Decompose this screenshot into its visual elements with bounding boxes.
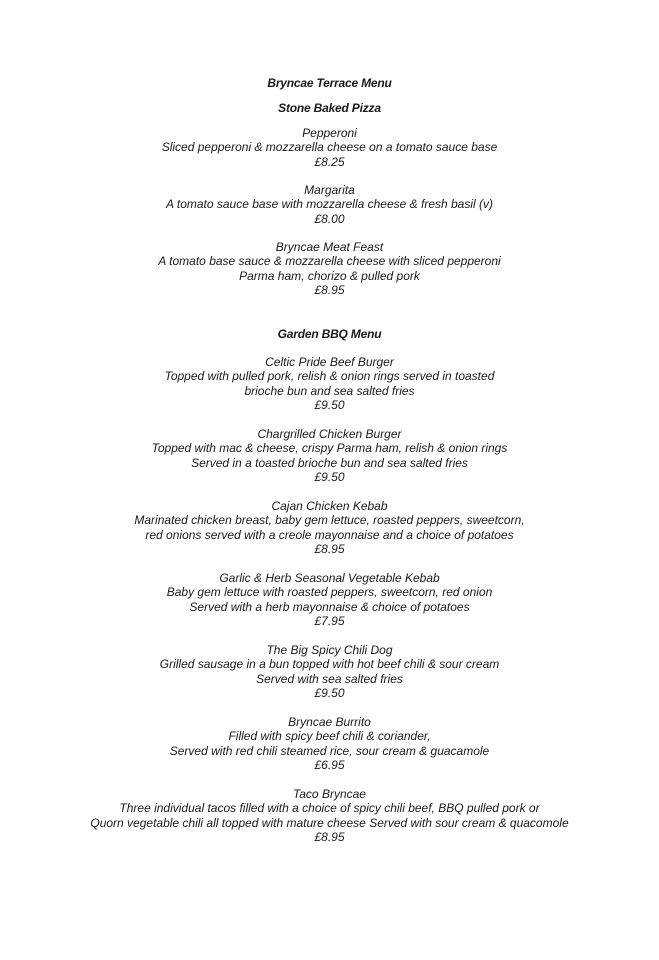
menu-item-cajan-kebab <box>0 499 659 557</box>
item-name: Margarita <box>304 183 355 197</box>
item-description: brioche bun and sea salted fries <box>244 383 415 398</box>
item-price: £6.95 <box>314 758 345 773</box>
item-description: Parma ham, chorizo & pulled pork <box>239 268 420 283</box>
item-description: A tomato sauce base with mozzarella cheese & fresh basil (v) <box>165 197 494 212</box>
item-description: Grilled sausage in a bun topped with hot beef chili & sour cream <box>159 657 500 672</box>
item-description: Topped with pulled pork, relish & onion rings served in toasted <box>164 369 495 384</box>
item-description: Served with red chili steamed rice, sour cream & guacamole <box>169 743 490 758</box>
menu-item-vegetable-kebab <box>0 571 659 629</box>
item-description: Quorn vegetable chili all topped with mature cheese Served with sour cream & quacomole <box>90 815 569 830</box>
item-description: Marinated chicken breast, baby gem lettuce, roasted peppers, sweetcorn, <box>134 513 525 528</box>
item-name: Celtic Pride Beef Burger <box>265 355 394 369</box>
item-price: £8.95 <box>314 283 345 298</box>
item-name: Taco Bryncae <box>293 787 366 801</box>
item-description: Served with a herb mayonnaise & choice of potatoes <box>189 599 470 614</box>
item-name: Chargrilled Chicken Burger <box>257 427 402 441</box>
menu-item-burrito <box>0 715 659 773</box>
menu-item-celtic-burger <box>0 355 659 413</box>
item-price: £9.50 <box>314 470 345 485</box>
item-description: Three individual tacos filled with a choice of spicy chili beef, BBQ pulled pork or <box>119 801 540 816</box>
item-description: Served in a toasted brioche bun and sea salted fries <box>191 455 468 470</box>
item-description: Topped with mac & cheese, crispy Parma ham, relish & onion rings <box>151 441 508 456</box>
menu-title: Bryncae Terrace Menu <box>267 76 392 90</box>
item-name: Cajan Chicken Kebab <box>271 499 388 513</box>
item-name: Garlic & Herb Seasonal Vegetable Kebab <box>219 571 440 585</box>
item-description: Baby gem lettuce with roasted peppers, sweetcorn, red onion <box>166 585 493 600</box>
section-title-pizza: Stone Baked Pizza <box>278 101 381 115</box>
item-description: Sliced pepperoni & mozzarella cheese on a tomato sauce base <box>161 140 498 155</box>
item-price: £8.95 <box>314 542 345 557</box>
item-price: £9.50 <box>314 398 345 413</box>
menu-item-taco <box>0 787 659 845</box>
section-title-bbq: Garden BBQ Menu <box>277 327 382 341</box>
item-name: Bryncae Burrito <box>288 715 371 729</box>
item-price: £8.00 <box>314 211 345 226</box>
item-description: A tomato base sauce & mozzarella cheese with sliced pepperoni <box>158 254 501 269</box>
item-name: The Big Spicy Chili Dog <box>266 643 393 657</box>
menu-item-pepperoni <box>0 126 659 169</box>
item-description: Filled with spicy beef chili & coriander, <box>228 729 431 744</box>
menu-item-meat-feast <box>0 240 659 298</box>
item-price: £7.95 <box>314 614 345 629</box>
menu-item-chili-dog <box>0 643 659 701</box>
item-price: £9.50 <box>314 686 345 701</box>
menu-item-chicken-burger <box>0 427 659 485</box>
item-price: £8.95 <box>314 830 345 845</box>
item-description: Served with sea salted fries <box>256 671 403 686</box>
item-price: £8.25 <box>314 154 345 169</box>
item-description: red onions served with a creole mayonnaise and a choice of potatoes <box>145 527 514 542</box>
menu-item-margarita <box>0 183 659 226</box>
item-name: Pepperoni <box>302 126 357 140</box>
item-name: Bryncae Meat Feast <box>275 240 384 254</box>
